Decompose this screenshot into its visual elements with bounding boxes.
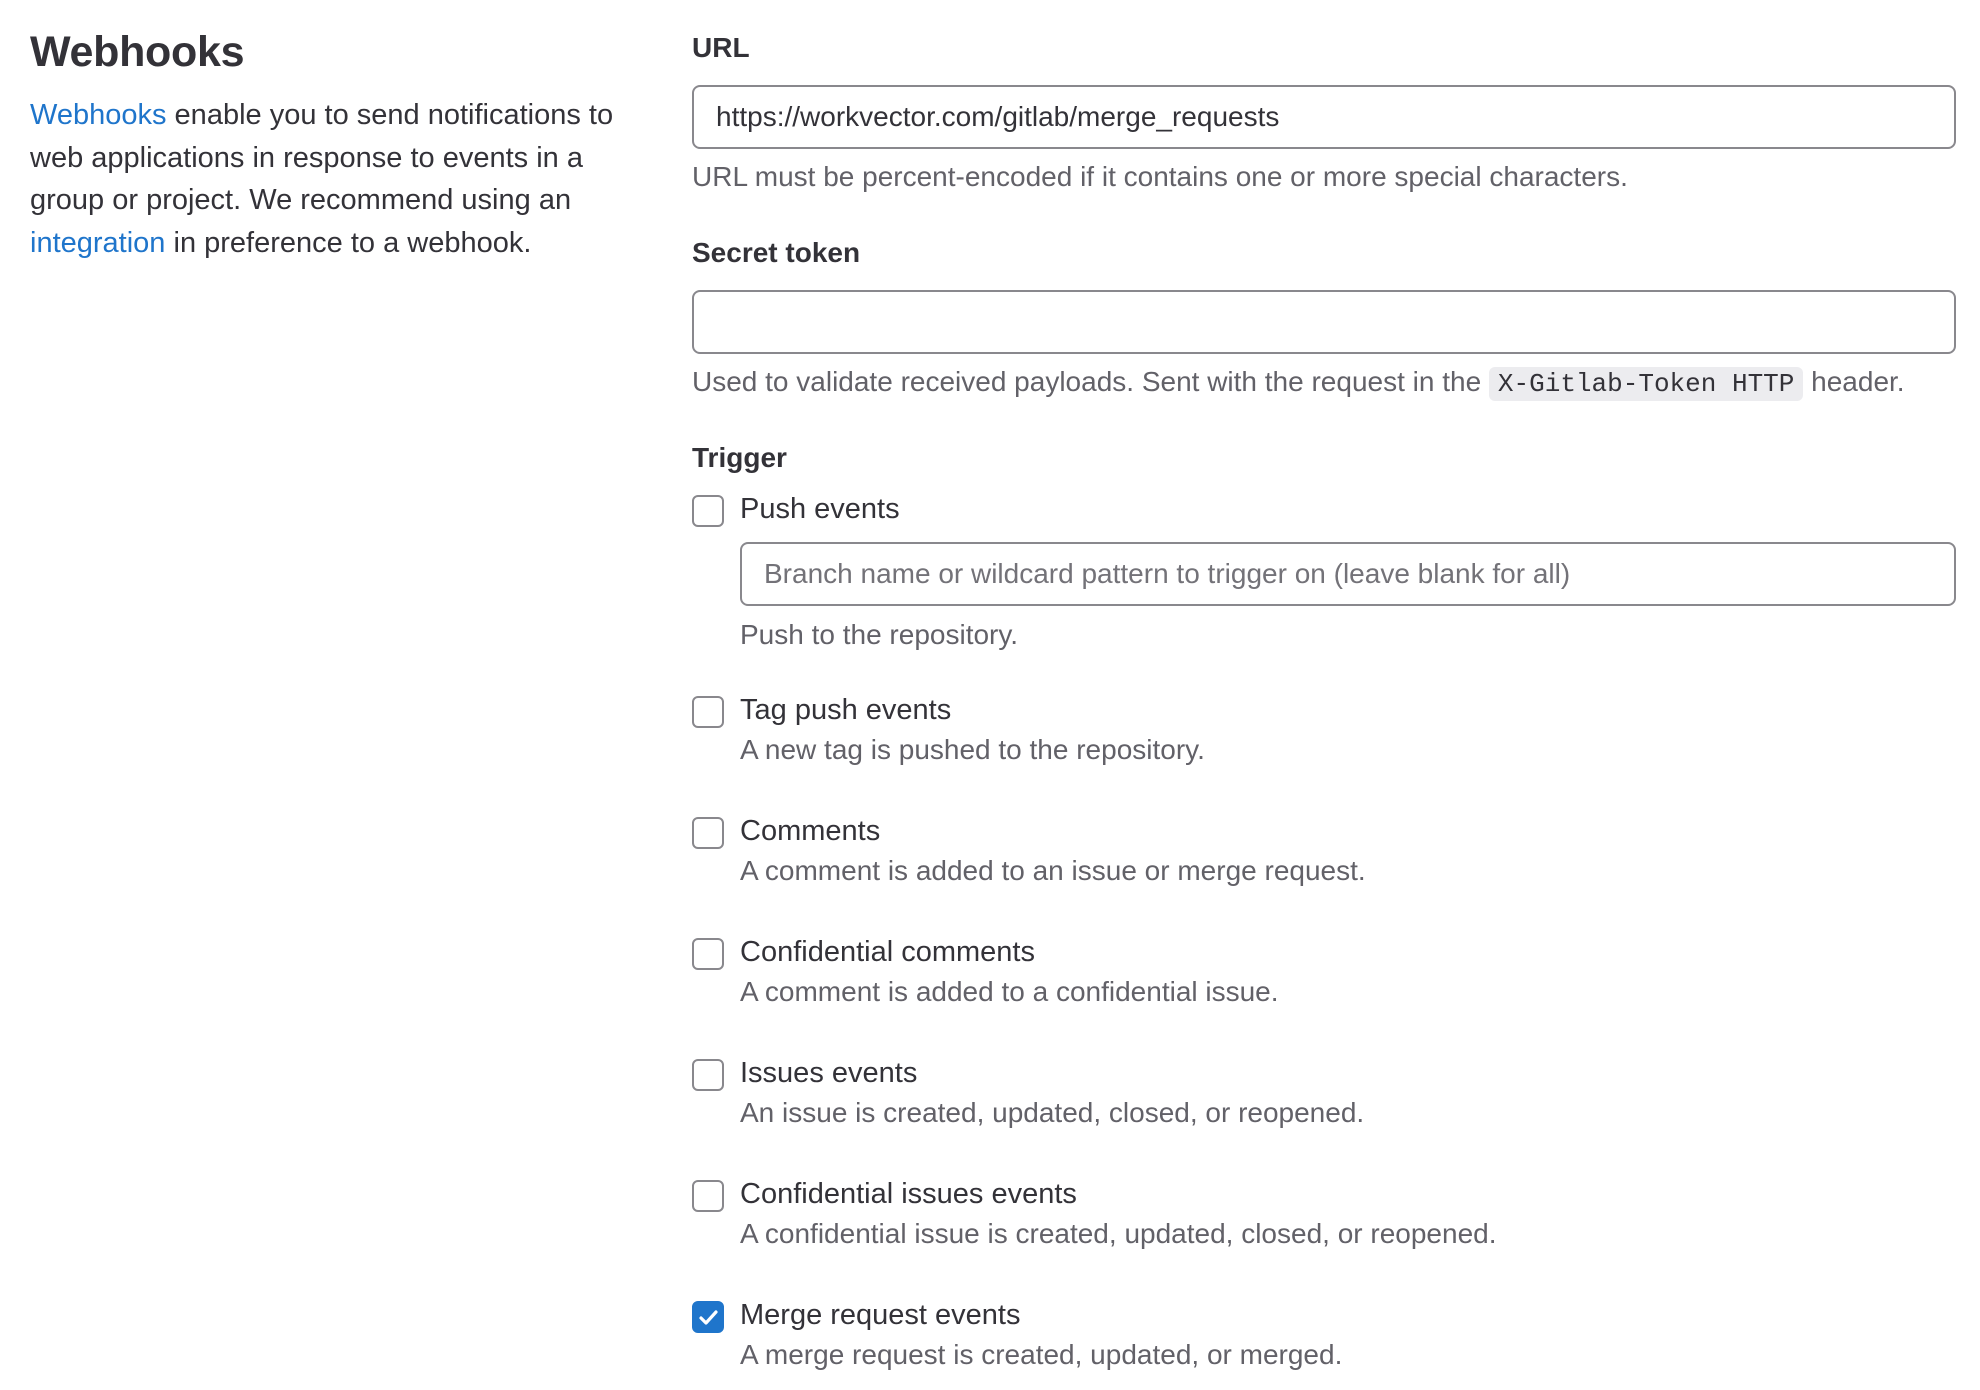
tag-push-events-checkbox[interactable] — [692, 696, 724, 728]
comments-checkbox[interactable] — [692, 817, 724, 849]
merge-request-events-label[interactable]: Merge request events — [740, 1299, 1021, 1331]
tag-push-events-label[interactable]: Tag push events — [740, 694, 952, 726]
secret-token-help-before: Used to validate received payloads. Sent with the request in the — [692, 366, 1489, 397]
push-events-help-text: Push to the repository. — [740, 619, 1019, 650]
tag-push-events-help-text: A new tag is pushed to the repository. — [740, 734, 1205, 765]
secret-token-help-text — [692, 362, 1956, 404]
secret-token-input[interactable] — [692, 290, 1956, 354]
url-field-group — [692, 28, 1956, 197]
url-input[interactable] — [692, 85, 1956, 149]
confidential-comments-checkbox[interactable] — [692, 938, 724, 970]
url-label: URL — [692, 32, 750, 63]
confidential-issues-events-label[interactable]: Confidential issues events — [740, 1178, 1077, 1210]
secret-token-label: Secret token — [692, 237, 861, 268]
integration-docs-link[interactable]: integration — [30, 226, 166, 259]
issues-events-label[interactable]: Issues events — [740, 1057, 918, 1089]
settings-description-panel — [30, 26, 630, 264]
webhooks-description — [30, 94, 630, 264]
confidential-issues-events-checkbox[interactable] — [692, 1180, 724, 1212]
page-title: Webhooks — [30, 28, 245, 76]
url-help-text: URL must be percent-encoded if it contains one or more special characters. — [692, 161, 1628, 192]
secret-token-field-group — [692, 233, 1956, 404]
gitlab-token-header-code: X-Gitlab-Token HTTP — [1489, 367, 1803, 401]
push-events-checkbox[interactable] — [692, 495, 724, 527]
secret-token-help-after: header. — [1803, 366, 1905, 397]
trigger-label: Trigger — [692, 442, 787, 473]
checkmark-icon — [699, 1309, 718, 1326]
push-branch-filter-input[interactable] — [740, 542, 1956, 606]
push-events-label[interactable]: Push events — [740, 493, 900, 525]
webhooks-docs-link[interactable]: Webhooks — [30, 99, 167, 131]
confidential-issues-events-help-text: A confidential issue is created, updated, closed, or reopened. — [740, 1218, 1497, 1249]
description-text-1: enable you to send notifications to web applications in response to events in a group or project. We recommend using an — [30, 99, 614, 216]
description-text-2: in preference to a webhook. — [165, 226, 532, 259]
merge-request-events-help-text: A merge request is created, updated, or merged. — [740, 1339, 1343, 1370]
issues-events-checkbox[interactable] — [692, 1059, 724, 1091]
confidential-comments-label[interactable]: Confidential comments — [740, 936, 1035, 968]
comments-help-text: A comment is added to an issue or merge request. — [740, 855, 1366, 886]
comments-label[interactable]: Comments — [740, 815, 881, 847]
confidential-comments-help-text: A comment is added to a confidential issue. — [740, 976, 1279, 1007]
merge-request-events-checkbox[interactable] — [692, 1301, 724, 1333]
issues-events-help-text: An issue is created, updated, closed, or reopened. — [740, 1097, 1365, 1128]
